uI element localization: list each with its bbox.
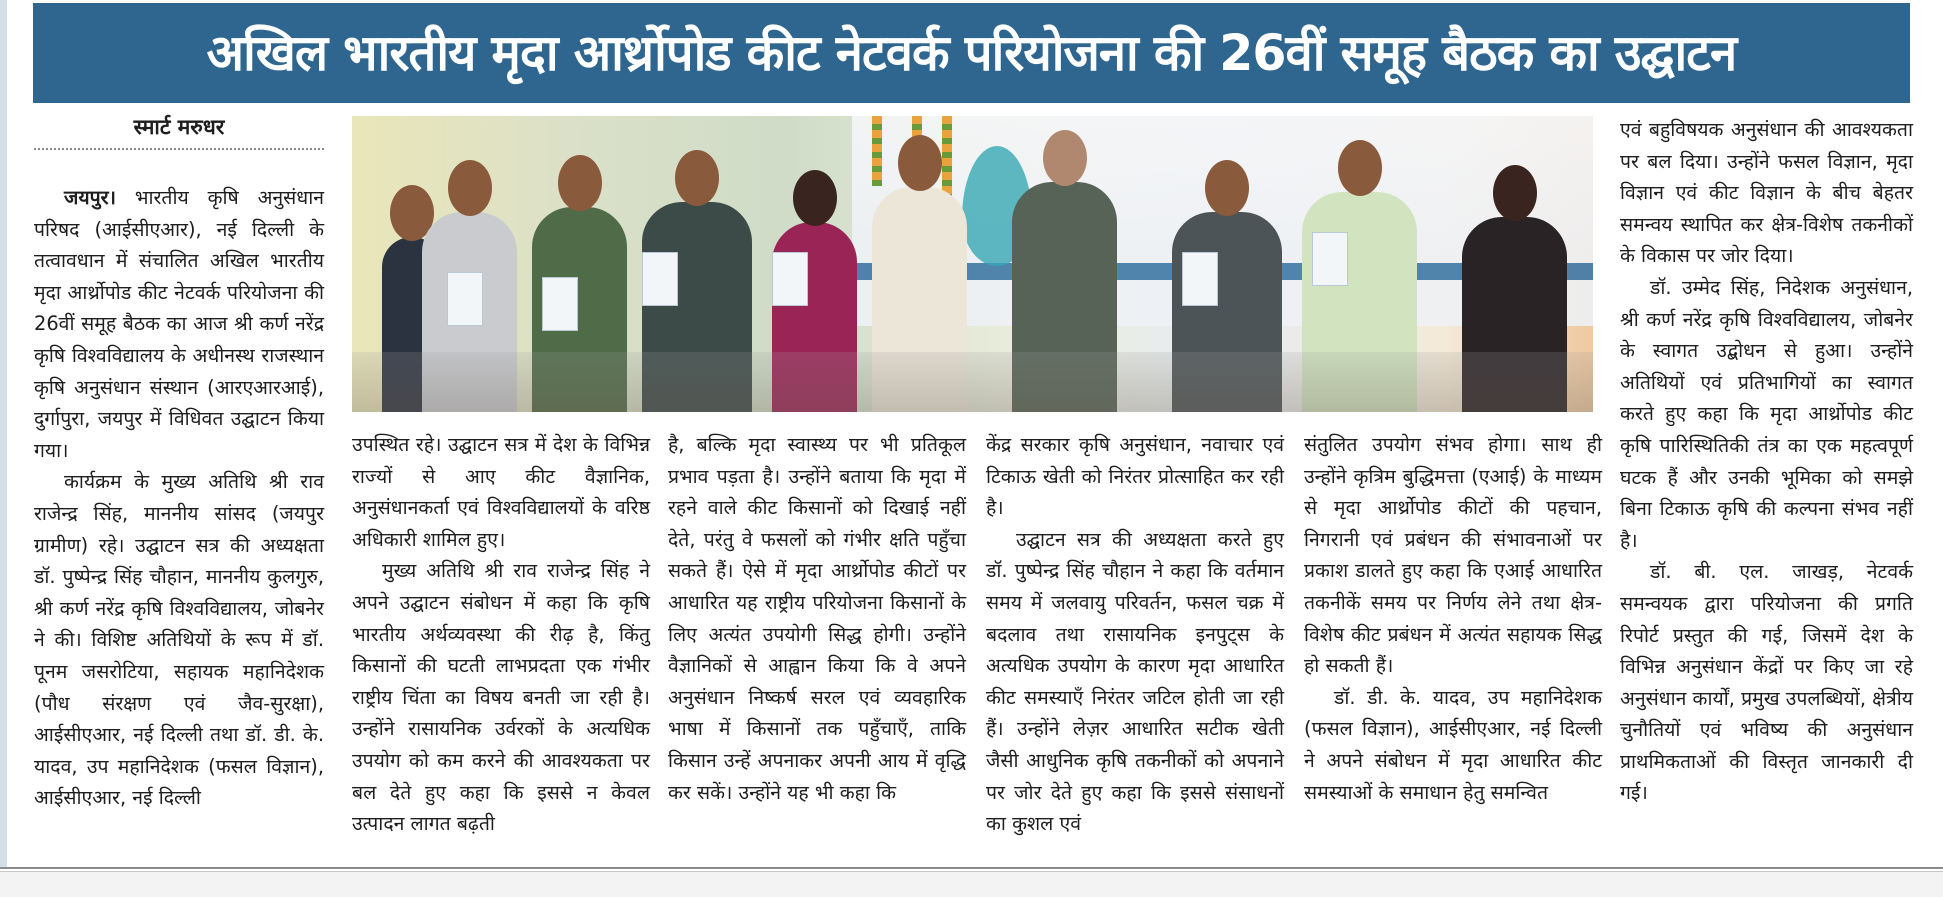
- headline: अखिल भारतीय मृदा आर्थ्रोपोड कीट नेटवर्क परियोजना की 26वीं समूह बैठक का उद्घाटन: [206, 24, 1737, 82]
- event-photo: [352, 116, 1593, 412]
- article-column-1: [34, 182, 324, 814]
- photo-foreground: [352, 352, 1593, 412]
- byline-divider: [34, 148, 324, 150]
- article-column-5: [1304, 429, 1602, 808]
- paragraph: जयपुर। भारतीय कृषि अनुसंधान परिषद (आईसीएआर), नई दिल्ली के तत्वावधान में संचालित अखिल भारतीय मृदा आर्थ्रोपोड कीट नेटवर्क परियोजना की 26वीं समूह बैठक का आज श्री कर्ण नरेंद्र कृषि विश्वविद्यालय के अधीनस्थ राजस्थान कृषि अनुसंधान संस्थान (आरएआरआई), दुर्गापुरा, जयपुर में विधिवत उद्घाटन किया गया।: [34, 186, 325, 462]
- paragraph: उद्घाटन सत्र की अध्यक्षता करते हुए डॉ. पुष्पेन्द्र सिंह चौहान ने कहा कि वर्तमान समय में जलवायु परिवर्तन, फसल चक्र में बदलाव तथा रासायनिक इनपुट्स के अत्यधिक उपयोग के कारण मृदा आधारित कीट समस्याएँ निरंतर जटिल होती जा रही हैं। उन्होंने लेज़र आधारित सटीक खेती जैसी आधुनिक कृषि तकनीकों को अपनाने पर जोर देते हुए कहा कि इससे संसाधनों का कुशल एवं: [986, 527, 1284, 836]
- paragraph: कार्यक्रम के मुख्य अतिथि श्री राव राजेन्द्र सिंह, माननीय सांसद (जयपुर ग्रामीण) रहे। उद्घाटन सत्र की अध्यक्षता डॉ. पुष्पेन्द्र सिंह चौहान, माननीय कुलगुरु, श्री कर्ण नरेंद्र कृषि विश्वविद्यालय, जोबनेर ने की। विशिष्ट अतिथियों के रूप में डॉ. पूनम जसरोटिया, सहायक महानिदेशक (पौध संरक्षण एवं जैव-सुरक्षा), आईसीएआर, नई दिल्ली तथा डॉ. डी. के. यादव, उप महानिदेशक (फसल विज्ञान), आईसीएआर, नई दिल्ली: [34, 470, 324, 810]
- page-edge-strip: [0, 0, 7, 867]
- paragraph: उपस्थित रहे। उद्घाटन सत्र में देश के विभिन्न राज्यों से आए कीट वैज्ञानिक, अनुसंधानकर्ता एवं विश्वविद्यालयों के वरिष्ठ अधिकारी शामिल हुए।: [352, 433, 650, 551]
- page-footer-band: [0, 872, 1943, 897]
- bottom-rule: [0, 867, 1943, 869]
- paragraph: डॉ. डी. के. यादव, उप महानिदेशक (फसल विज्ञान), आईसीएआर, नई दिल्ली ने अपने संबोधन में मृदा आधारित कीट समस्याओं के समाधान हेतु समन्वित: [1304, 685, 1602, 804]
- paragraph: है, बल्कि मृदा स्वास्थ्य पर भी प्रतिकूल प्रभाव पड़ता है। उन्होंने बताया कि मृदा में रहने वाले कीट किसानों को दिखाई नहीं देते, परंतु वे फसलों को गंभीर क्षति पहुँचा सकते हैं। ऐसे में मृदा आर्थ्रोपोड कीटों पर आधारित यह राष्ट्रीय परियोजना किसानों के लिए अत्यंत उपयोगी सिद्ध होगी। उन्होंने वैज्ञानिकों से आह्वान किया कि वे अपने अनुसंधान निष्कर्ष सरल एवं व्यवहारिक भाषा में किसानों तक पहुँचाएँ, ताकि किसान उन्हें अपनाकर अपनी आय में वृद्धि कर सकें। उन्होंने यह भी कहा कि: [668, 433, 966, 804]
- article-column-6: [1620, 114, 1913, 809]
- headline-banner: [33, 3, 1910, 103]
- byline: स्मार्ट मरुधर: [133, 115, 225, 139]
- article-column-2: [352, 429, 650, 840]
- dateline: जयपुर।: [64, 186, 116, 209]
- paragraph: डॉ. उम्मेद सिंह, निदेशक अनुसंधान, श्री कर्ण नरेंद्र कृषि विश्वविद्यालय, जोबनेर के स्वागत उद्बोधन से हुआ। उन्होंने अतिथियों एवं प्रतिभागियों का स्वागत करते हुए कहा कि मृदा आर्थ्रोपोड कीट कृषि पारिस्थितिकी तंत्र का एक महत्वपूर्ण घटक हैं और उनकी भूमिका को समझे बिना टिकाऊ कृषि की कल्पना संभव नहीं है।: [1620, 275, 1913, 552]
- paragraph: एवं बहुविषयक अनुसंधान की आवश्यकता पर बल दिया। उन्होंने फसल विज्ञान, मृदा विज्ञान एवं कीट विज्ञान के बीच बेहतर समन्वय स्थापित कर क्षेत्र-विशेष तकनीकों के विकास पर जोर दिया।: [1620, 118, 1913, 268]
- paragraph: डॉ. बी. एल. जाखड़, नेटवर्क समन्वयक द्वारा परियोजना की प्रगति रिपोर्ट प्रस्तुत की गई, जिसमें देश के विभिन्न अनुसंधान केंद्रों पर किए जा रहे अनुसंधान कार्यों, प्रमुख उपलब्धियों, क्षेत्रीय चुनौतियों एवं भविष्य की अनुसंधान प्राथमिकताओं की विस्तृत जानकारी दी गई।: [1620, 560, 1914, 805]
- photo-garland: [872, 116, 882, 186]
- article-column-4: [986, 429, 1284, 840]
- paragraph: मुख्य अतिथि श्री राव राजेन्द्र सिंह ने अपने उद्घाटन संबोधन में कहा कि कृषि भारतीय अर्थव्यवस्था की रीढ़ है, किंतु किसानों की घटती लाभप्रदता एक गंभीर राष्ट्रीय चिंता का विषय बनती जा रही है। उन्होंने रासायनिक उर्वरकों के अत्यधिक उपयोग को कम करने की आवश्यकता पर बल देते हुए कहा कि इससे न केवल उत्पादन लागत बढ़ती: [352, 559, 650, 836]
- paragraph: केंद्र सरकार कृषि अनुसंधान, नवाचार एवं टिकाऊ खेती को निरंतर प्रोत्साहित कर रही है।: [986, 433, 1284, 520]
- article-column-3: [668, 429, 966, 808]
- paragraph: संतुलित उपयोग संभव होगा। साथ ही उन्होंने कृत्रिम बुद्धिमत्ता (एआई) के माध्यम से मृदा आर्थ्रोपोड कीटों की पहचान, निगरानी एवं प्रबंधन की संभावनाओं पर प्रकाश डालते हुए कहा कि एआई आधारित तकनीकें समय पर निर्णय लेने तथा क्षेत्र-विशेष कीट प्रबंधन में अत्यंत सहायक सिद्ध हो सकती हैं।: [1304, 433, 1602, 678]
